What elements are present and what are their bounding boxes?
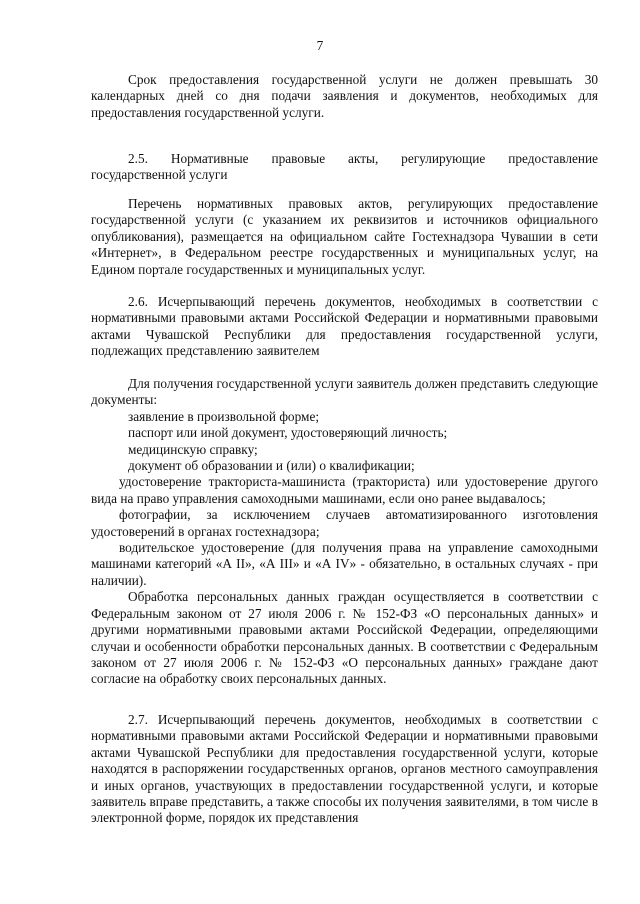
document-item: заявление в произвольной форме; xyxy=(128,408,320,424)
personal-data-paragraph: Обработка персональных данных граждан осуществляется в соответствии с Федеральным законом от 27 июля 2006 г. № 152-ФЗ «О персональных данных» и другими нормативными правовыми актами Российской Федерации, определяющими случаи и особенности обработки персональных данных. В соответствии с Федеральным законом от 27 июля 2006 г. № 152-ФЗ «О персональных данных» граждане дают согласие на обработку своих персональных данных. xyxy=(91,589,598,687)
document-item: паспорт или иной документ, удостоверяющий личность; xyxy=(128,425,448,441)
document-item: медицинскую справку; xyxy=(128,441,258,457)
section-2-7-heading xyxy=(91,712,598,827)
section-heading: 2.7. Исчерпывающий перечень документов, необходимых в соответствии с нормативными правовыми актами Российской Федерации и нормативными правовыми актами Чувашской Республики для предоставления государственной услуги, которые находятся в распоряжении государственных органов, органов местного самоуправления и иных органов, участвующих в предоставлении государственной услуги, и которые заявитель вправе представить, а также способы их получения заявителями, в том числе в электронной форме, порядок их представления xyxy=(91,712,598,826)
section-2-5-heading xyxy=(91,151,598,184)
documents-intro: Для получения государственной услуги заявитель должен представить следующие документы: xyxy=(91,376,598,408)
document-item: водительское удостоверение (для получения права на управление самоходными машинами категорий «А II», «А III» и «А IV» - обязательно, в остальных случаях - при наличии). xyxy=(91,540,598,588)
section-2-6-heading xyxy=(91,294,598,360)
service-term-paragraph xyxy=(91,72,598,121)
required-documents-section xyxy=(91,376,598,688)
document-item: удостоверение тракториста-машиниста (тракториста) или удостоверение другого вида на право управления самоходными машинами, если оно ранее выдавалось; xyxy=(91,474,598,506)
section-heading: 2.5. Нормативные правовые акты, регулирующие предоставление государственной услуги xyxy=(91,151,598,183)
paragraph: Срок предоставления государственной услуги не должен превышать 30 календарных дней со дня подачи заявления и документов, необходимых для предоставления государственной услуги. xyxy=(91,72,598,120)
legal-acts-paragraph xyxy=(91,196,598,278)
document-item: документ об образовании и (или) о квалификации; xyxy=(128,458,415,474)
page-number: 7 xyxy=(316,38,324,53)
section-heading: 2.6. Исчерпывающий перечень документов, необходимых в соответствии с нормативными правовыми актами Российской Федерации и нормативными правовыми актами Чувашской Республики для предоставления государственной услуги, подлежащих представлению заявителем xyxy=(91,294,598,359)
document-item: фотографии, за исключением случаев автоматизированного изготовления удостоверений в органах гостехнадзора; xyxy=(91,507,598,539)
paragraph: Перечень нормативных правовых актов, регулирующих предоставление государственной услуги (с указанием их реквизитов и источников официального опубликования), размещается на официальном сайте Гостехнадзора Чувашии в сети «Интернет», в Федеральном реестре государственных и муниципальных услуг, на Едином портале государственных и муниципальных услуг. xyxy=(91,196,598,277)
